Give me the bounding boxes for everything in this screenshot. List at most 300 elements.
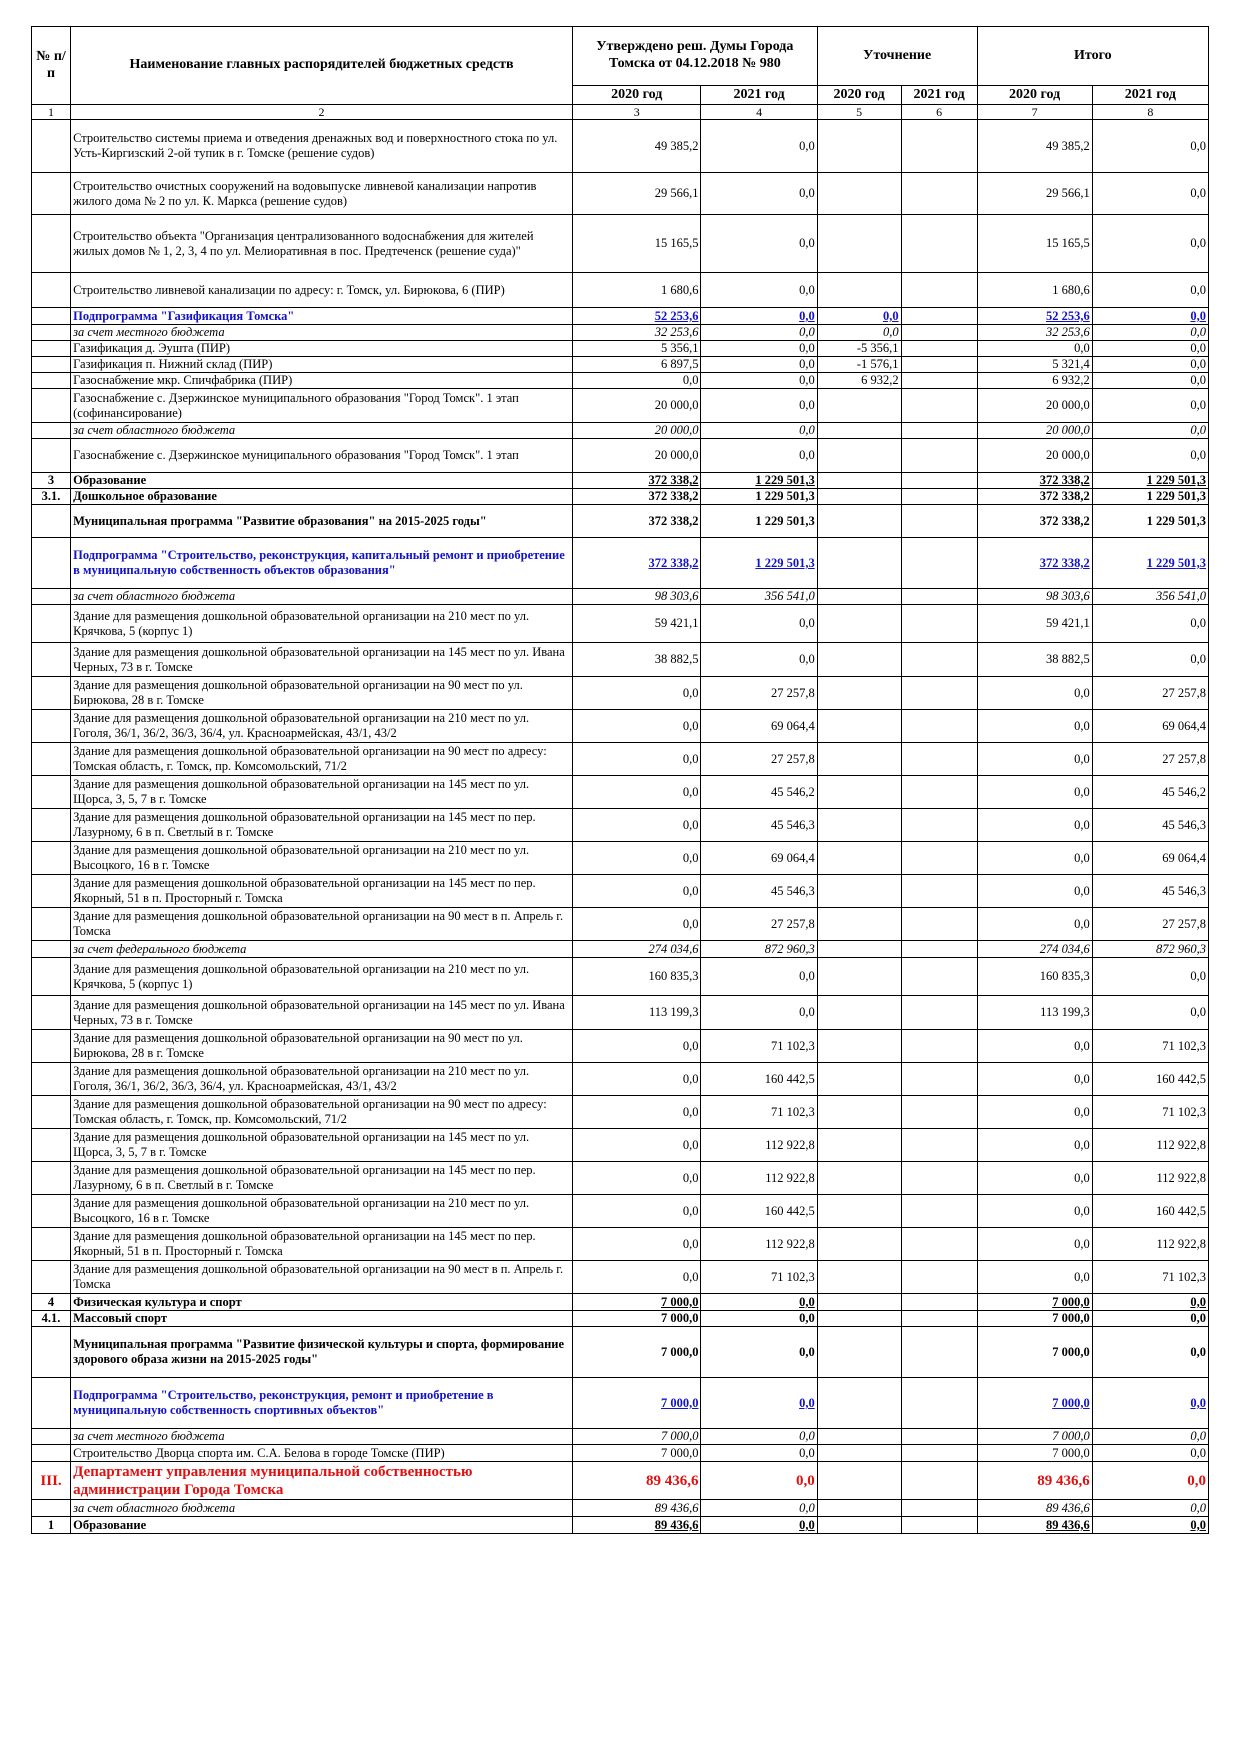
cell-t2020: 0,0 <box>977 776 1092 809</box>
row-name: Подпрограмма "Газификация Томска" <box>71 308 573 325</box>
cell-a2020: 0,0 <box>572 776 701 809</box>
table-row <box>32 1261 1209 1294</box>
cell-t2020: 5 321,4 <box>977 357 1092 373</box>
row-name: Массовый спорт <box>71 1311 573 1327</box>
cell-c2021 <box>901 373 977 389</box>
cell-a2021: 0,0 <box>701 1462 817 1500</box>
row-code <box>32 173 71 215</box>
row-name: за счет областного бюджета <box>71 1500 573 1517</box>
cell-c2021 <box>901 1063 977 1096</box>
cell-c2020 <box>817 605 901 643</box>
cell-a2021: 1 229 501,3 <box>701 489 817 505</box>
cell-t2021: 71 102,3 <box>1092 1030 1208 1063</box>
cell-a2020: 0,0 <box>572 875 701 908</box>
cell-c2021 <box>901 1129 977 1162</box>
cell-t2021: 27 257,8 <box>1092 743 1208 776</box>
cell-a2020: 89 436,6 <box>572 1517 701 1534</box>
col-number: 5 <box>817 105 901 120</box>
row-code: 3.1. <box>32 489 71 505</box>
cell-a2021: 45 546,3 <box>701 875 817 908</box>
col-header-year: 2021 год <box>901 86 977 105</box>
cell-a2021: 0,0 <box>701 389 817 423</box>
table-row <box>32 1294 1209 1311</box>
table-row <box>32 996 1209 1030</box>
cell-t2021: 112 922,8 <box>1092 1129 1208 1162</box>
row-name: Здание для размещения дошкольной образовательной организации на 145 мест по пер. Лазурному, 6 в п. Светлый в г. Томске <box>71 809 573 842</box>
cell-a2020: 0,0 <box>572 908 701 941</box>
cell-c2020 <box>817 173 901 215</box>
table-row <box>32 1445 1209 1462</box>
cell-c2020 <box>817 1311 901 1327</box>
cell-c2021 <box>901 1261 977 1294</box>
cell-c2020 <box>817 389 901 423</box>
cell-c2021 <box>901 215 977 273</box>
col-number: 2 <box>71 105 573 120</box>
cell-a2020: 7 000,0 <box>572 1327 701 1378</box>
cell-c2021 <box>901 1378 977 1429</box>
cell-c2021 <box>901 1462 977 1500</box>
cell-a2021: 71 102,3 <box>701 1030 817 1063</box>
cell-t2021: 0,0 <box>1092 1517 1208 1534</box>
cell-c2021 <box>901 1294 977 1311</box>
cell-a2021: 71 102,3 <box>701 1261 817 1294</box>
cell-c2020 <box>817 809 901 842</box>
cell-t2020: 0,0 <box>977 743 1092 776</box>
row-code <box>32 325 71 341</box>
table-row <box>32 1096 1209 1129</box>
cell-t2020: 0,0 <box>977 1195 1092 1228</box>
cell-t2021: 0,0 <box>1092 273 1208 308</box>
table-row <box>32 809 1209 842</box>
cell-a2021: 0,0 <box>701 1294 817 1311</box>
cell-c2021 <box>901 710 977 743</box>
cell-a2020: 0,0 <box>572 1261 701 1294</box>
row-code <box>32 423 71 439</box>
cell-t2021: 0,0 <box>1092 120 1208 173</box>
cell-t2021: 0,0 <box>1092 996 1208 1030</box>
cell-t2021: 0,0 <box>1092 173 1208 215</box>
cell-a2020: 15 165,5 <box>572 215 701 273</box>
cell-c2020: -5 356,1 <box>817 341 901 357</box>
cell-c2021 <box>901 643 977 677</box>
col-header-approved: Утверждено реш. Думы Города Томска от 04.12.2018 № 980 <box>572 27 817 86</box>
cell-t2020: 6 932,2 <box>977 373 1092 389</box>
cell-c2020 <box>817 120 901 173</box>
table-row <box>32 215 1209 273</box>
row-code: III. <box>32 1462 71 1500</box>
cell-a2021: 0,0 <box>701 1517 817 1534</box>
cell-a2021: 0,0 <box>701 423 817 439</box>
cell-t2021: 0,0 <box>1092 1500 1208 1517</box>
cell-t2020: 49 385,2 <box>977 120 1092 173</box>
cell-c2020: 0,0 <box>817 325 901 341</box>
row-code <box>32 1261 71 1294</box>
cell-a2020: 7 000,0 <box>572 1429 701 1445</box>
cell-t2020: 7 000,0 <box>977 1378 1092 1429</box>
cell-a2020: 0,0 <box>572 1096 701 1129</box>
cell-t2020: 7 000,0 <box>977 1429 1092 1445</box>
table-row <box>32 1378 1209 1429</box>
cell-a2021: 69 064,4 <box>701 710 817 743</box>
row-code <box>32 389 71 423</box>
table-row <box>32 473 1209 489</box>
cell-t2020: 0,0 <box>977 1030 1092 1063</box>
table-row <box>32 1517 1209 1534</box>
col-number: 6 <box>901 105 977 120</box>
col-header-num: № п/п <box>32 27 71 105</box>
row-name: Здание для размещения дошкольной образовательной организации на 90 мест по ул. Бирюкова, 28 в г. Томске <box>71 1030 573 1063</box>
cell-t2021: 0,0 <box>1092 389 1208 423</box>
cell-c2021 <box>901 325 977 341</box>
row-name: Здание для размещения дошкольной образовательной организации на 210 мест по ул. Крячкова, 5 (корпус 1) <box>71 958 573 996</box>
cell-a2020: 7 000,0 <box>572 1378 701 1429</box>
cell-c2020 <box>817 958 901 996</box>
table-row <box>32 1030 1209 1063</box>
cell-a2020: 89 436,6 <box>572 1500 701 1517</box>
row-code <box>32 1129 71 1162</box>
row-name: Газоснабжение с. Дзержинское муниципального образования "Город Томск". 1 этап (софинансирование) <box>71 389 573 423</box>
cell-t2021: 1 229 501,3 <box>1092 473 1208 489</box>
table-row <box>32 958 1209 996</box>
row-code: 4.1. <box>32 1311 71 1327</box>
row-code <box>32 1445 71 1462</box>
cell-a2021: 356 541,0 <box>701 589 817 605</box>
cell-c2021 <box>901 677 977 710</box>
cell-a2020: 32 253,6 <box>572 325 701 341</box>
cell-t2020: 274 034,6 <box>977 941 1092 958</box>
cell-c2020 <box>817 505 901 538</box>
cell-t2020: 0,0 <box>977 1063 1092 1096</box>
cell-c2021 <box>901 341 977 357</box>
cell-a2021: 1 229 501,3 <box>701 505 817 538</box>
cell-c2020 <box>817 743 901 776</box>
row-name: Строительство объекта "Организация централизованного водоснабжения для жителей жилых домов № 1, 2, 3, 4 по ул. Мелиоративная в пос. Предтеченск (решение суда)" <box>71 215 573 273</box>
table-row <box>32 1162 1209 1195</box>
cell-c2021 <box>901 809 977 842</box>
row-code <box>32 996 71 1030</box>
cell-c2021 <box>901 1327 977 1378</box>
cell-a2020: 20 000,0 <box>572 389 701 423</box>
cell-t2020: 0,0 <box>977 842 1092 875</box>
row-name: Муниципальная программа "Развитие физической культуры и спорта, формирование здорового образа жизни на 2015-2025 годы" <box>71 1327 573 1378</box>
cell-t2020: 7 000,0 <box>977 1327 1092 1378</box>
cell-c2020 <box>817 875 901 908</box>
table-row <box>32 710 1209 743</box>
budget-table <box>31 26 1209 1534</box>
table-row <box>32 1500 1209 1517</box>
cell-c2020 <box>817 677 901 710</box>
cell-c2020 <box>817 1445 901 1462</box>
cell-t2021: 0,0 <box>1092 1327 1208 1378</box>
cell-a2020: 372 338,2 <box>572 505 701 538</box>
cell-c2020 <box>817 1500 901 1517</box>
row-code <box>32 538 71 589</box>
cell-a2021: 0,0 <box>701 1500 817 1517</box>
cell-t2021: 27 257,8 <box>1092 677 1208 710</box>
cell-c2020 <box>817 538 901 589</box>
cell-a2020: 59 421,1 <box>572 605 701 643</box>
cell-t2020: 38 882,5 <box>977 643 1092 677</box>
table-row <box>32 423 1209 439</box>
row-code <box>32 373 71 389</box>
row-code <box>32 1063 71 1096</box>
cell-t2021: 0,0 <box>1092 643 1208 677</box>
row-code <box>32 1429 71 1445</box>
cell-a2021: 0,0 <box>701 1327 817 1378</box>
cell-t2020: 7 000,0 <box>977 1311 1092 1327</box>
col-header-year: 2021 год <box>701 86 817 105</box>
cell-t2020: 20 000,0 <box>977 439 1092 473</box>
cell-a2020: 0,0 <box>572 1030 701 1063</box>
cell-a2020: 0,0 <box>572 1129 701 1162</box>
cell-a2020: 0,0 <box>572 1195 701 1228</box>
cell-a2021: 872 960,3 <box>701 941 817 958</box>
cell-a2021: 0,0 <box>701 958 817 996</box>
cell-t2020: 7 000,0 <box>977 1294 1092 1311</box>
cell-a2021: 0,0 <box>701 1311 817 1327</box>
cell-t2021: 45 546,2 <box>1092 776 1208 809</box>
table-row <box>32 1195 1209 1228</box>
cell-t2020: 0,0 <box>977 1129 1092 1162</box>
table-row <box>32 538 1209 589</box>
row-name: за счет областного бюджета <box>71 423 573 439</box>
cell-t2021: 1 229 501,3 <box>1092 505 1208 538</box>
cell-a2020: 0,0 <box>572 842 701 875</box>
cell-c2020 <box>817 1063 901 1096</box>
cell-a2021: 27 257,8 <box>701 743 817 776</box>
cell-c2020 <box>817 1129 901 1162</box>
col-number: 1 <box>32 105 71 120</box>
cell-t2021: 0,0 <box>1092 1445 1208 1462</box>
cell-t2021: 0,0 <box>1092 1294 1208 1311</box>
cell-a2020: 49 385,2 <box>572 120 701 173</box>
cell-a2020: 7 000,0 <box>572 1445 701 1462</box>
cell-t2021: 45 546,3 <box>1092 809 1208 842</box>
row-code <box>32 743 71 776</box>
cell-a2021: 0,0 <box>701 643 817 677</box>
row-name: Строительство ливневой канализации по адресу: г. Томск, ул. Бирюкова, 6 (ПИР) <box>71 273 573 308</box>
cell-t2020: 372 338,2 <box>977 489 1092 505</box>
cell-c2020 <box>817 1162 901 1195</box>
cell-t2020: 0,0 <box>977 809 1092 842</box>
cell-t2021: 0,0 <box>1092 1462 1208 1500</box>
cell-t2020: 372 338,2 <box>977 473 1092 489</box>
row-name: за счет федерального бюджета <box>71 941 573 958</box>
table-row <box>32 173 1209 215</box>
row-name: за счет местного бюджета <box>71 325 573 341</box>
cell-a2021: 0,0 <box>701 373 817 389</box>
cell-c2021 <box>901 875 977 908</box>
row-code <box>32 1500 71 1517</box>
table-row <box>32 842 1209 875</box>
cell-c2021 <box>901 120 977 173</box>
cell-t2021: 0,0 <box>1092 1378 1208 1429</box>
cell-a2021: 0,0 <box>701 357 817 373</box>
cell-c2020 <box>817 643 901 677</box>
row-name: Строительство очистных сооружений на водовыпуске ливневой канализации напротив жилого дома № 2 по ул. К. Маркса (решение судов) <box>71 173 573 215</box>
col-header-year: 2020 год <box>817 86 901 105</box>
table-row <box>32 489 1209 505</box>
row-name: Здание для размещения дошкольной образовательной организации на 145 мест по ул. Ивана Черных, 73 в г. Томске <box>71 996 573 1030</box>
col-number: 7 <box>977 105 1092 120</box>
row-code <box>32 439 71 473</box>
cell-t2021: 1 229 501,3 <box>1092 489 1208 505</box>
row-code <box>32 941 71 958</box>
table-row <box>32 439 1209 473</box>
cell-c2021 <box>901 473 977 489</box>
cell-a2021: 0,0 <box>701 1378 817 1429</box>
cell-t2020: 0,0 <box>977 710 1092 743</box>
row-name: Газоснабжение с. Дзержинское муниципального образования "Город Томск". 1 этап <box>71 439 573 473</box>
cell-c2020 <box>817 589 901 605</box>
cell-c2021 <box>901 505 977 538</box>
cell-c2020 <box>817 1462 901 1500</box>
row-name: Образование <box>71 1517 573 1534</box>
cell-c2021 <box>901 1517 977 1534</box>
cell-c2020 <box>817 473 901 489</box>
row-name: Здание для размещения дошкольной образовательной организации на 90 мест по адресу: Томская область, г. Томск, пр. Комсомольский, 71/2 <box>71 1096 573 1129</box>
cell-a2021: 0,0 <box>701 1429 817 1445</box>
row-code: 1 <box>32 1517 71 1534</box>
row-name: Газоснабжение мкр. Спичфабрика (ПИР) <box>71 373 573 389</box>
table-row <box>32 373 1209 389</box>
cell-t2020: 20 000,0 <box>977 423 1092 439</box>
cell-a2020: 0,0 <box>572 1228 701 1261</box>
cell-a2021: 0,0 <box>701 173 817 215</box>
cell-t2021: 0,0 <box>1092 439 1208 473</box>
row-code <box>32 677 71 710</box>
row-code <box>32 605 71 643</box>
cell-t2020: 29 566,1 <box>977 173 1092 215</box>
cell-a2021: 45 546,3 <box>701 809 817 842</box>
cell-c2021 <box>901 423 977 439</box>
col-number: 4 <box>701 105 817 120</box>
cell-a2020: 0,0 <box>572 1063 701 1096</box>
cell-c2021 <box>901 1500 977 1517</box>
cell-t2020: 372 338,2 <box>977 505 1092 538</box>
cell-a2020: 0,0 <box>572 710 701 743</box>
cell-t2021: 0,0 <box>1092 308 1208 325</box>
cell-c2021 <box>901 439 977 473</box>
cell-t2020: 0,0 <box>977 1162 1092 1195</box>
cell-a2021: 27 257,8 <box>701 908 817 941</box>
cell-a2021: 45 546,2 <box>701 776 817 809</box>
col-header-year: 2020 год <box>977 86 1092 105</box>
row-name: Образование <box>71 473 573 489</box>
cell-t2021: 71 102,3 <box>1092 1096 1208 1129</box>
row-name: Подпрограмма "Строительство, реконструкция, капитальный ремонт и приобретение в муниципальную собственность объектов образования" <box>71 538 573 589</box>
cell-t2020: 0,0 <box>977 875 1092 908</box>
row-name: Здание для размещения дошкольной образовательной организации на 90 мест в п. Апрель г. Томска <box>71 1261 573 1294</box>
cell-c2021 <box>901 589 977 605</box>
cell-c2021 <box>901 1030 977 1063</box>
cell-a2021: 0,0 <box>701 273 817 308</box>
row-code <box>32 215 71 273</box>
cell-c2020 <box>817 1228 901 1261</box>
col-header-name: Наименование главных распорядителей бюджетных средств <box>71 27 573 105</box>
table-row <box>32 325 1209 341</box>
cell-c2021 <box>901 1162 977 1195</box>
row-name: Здание для размещения дошкольной образовательной организации на 210 мест по ул. Крячкова, 5 (корпус 1) <box>71 605 573 643</box>
row-code <box>32 1195 71 1228</box>
row-name: Здание для размещения дошкольной образовательной организации на 90 мест по ул. Бирюкова, 28 в г. Томске <box>71 677 573 710</box>
table-row <box>32 1462 1209 1500</box>
cell-a2021: 160 442,5 <box>701 1063 817 1096</box>
row-name: Здание для размещения дошкольной образовательной организации на 145 мест по пер. Якорный, 51 в п. Просторный г. Томска <box>71 875 573 908</box>
row-name: Подпрограмма "Строительство, реконструкция, ремонт и приобретение в муниципальную собственность спортивных объектов" <box>71 1378 573 1429</box>
cell-c2020 <box>817 1030 901 1063</box>
cell-t2020: 160 835,3 <box>977 958 1092 996</box>
cell-a2021: 0,0 <box>701 996 817 1030</box>
cell-t2020: 7 000,0 <box>977 1445 1092 1462</box>
cell-t2021: 0,0 <box>1092 341 1208 357</box>
cell-c2021 <box>901 776 977 809</box>
cell-c2021 <box>901 308 977 325</box>
row-code: 4 <box>32 1294 71 1311</box>
cell-t2021: 112 922,8 <box>1092 1228 1208 1261</box>
row-name: Здание для размещения дошкольной образовательной организации на 90 мест по адресу: Томская область, г. Томск, пр. Комсомольский, 71/2 <box>71 743 573 776</box>
row-name: Здание для размещения дошкольной образовательной организации на 210 мест по ул. Высоцкого, 16 в г. Томске <box>71 1195 573 1228</box>
row-name: Здание для размещения дошкольной образовательной организации на 145 мест по ул. Ивана Черных, 73 в г. Томске <box>71 643 573 677</box>
cell-a2021: 71 102,3 <box>701 1096 817 1129</box>
table-row <box>32 1129 1209 1162</box>
cell-a2021: 0,0 <box>701 120 817 173</box>
cell-t2021: 160 442,5 <box>1092 1063 1208 1096</box>
cell-t2021: 356 541,0 <box>1092 589 1208 605</box>
cell-t2021: 0,0 <box>1092 1311 1208 1327</box>
cell-t2021: 69 064,4 <box>1092 710 1208 743</box>
cell-t2020: 59 421,1 <box>977 605 1092 643</box>
row-name: за счет областного бюджета <box>71 589 573 605</box>
col-header-total: Итого <box>977 27 1208 86</box>
cell-a2021: 0,0 <box>701 605 817 643</box>
cell-t2021: 872 960,3 <box>1092 941 1208 958</box>
table-row <box>32 875 1209 908</box>
cell-a2020: 29 566,1 <box>572 173 701 215</box>
row-code: 3 <box>32 473 71 489</box>
cell-t2021: 112 922,8 <box>1092 1162 1208 1195</box>
cell-c2021 <box>901 173 977 215</box>
cell-c2020: -1 576,1 <box>817 357 901 373</box>
cell-t2020: 0,0 <box>977 341 1092 357</box>
cell-a2021: 0,0 <box>701 325 817 341</box>
cell-a2020: 0,0 <box>572 677 701 710</box>
cell-t2021: 0,0 <box>1092 1429 1208 1445</box>
row-name: Газификация п. Нижний склад (ПИР) <box>71 357 573 373</box>
row-name: Газификация д. Эушта (ПИР) <box>71 341 573 357</box>
cell-a2020: 7 000,0 <box>572 1294 701 1311</box>
table-row <box>32 643 1209 677</box>
cell-a2021: 0,0 <box>701 308 817 325</box>
cell-c2020 <box>817 489 901 505</box>
cell-a2020: 7 000,0 <box>572 1311 701 1327</box>
table-row <box>32 605 1209 643</box>
cell-t2021: 45 546,3 <box>1092 875 1208 908</box>
cell-t2021: 0,0 <box>1092 423 1208 439</box>
row-name: Здание для размещения дошкольной образовательной организации на 90 мест в п. Апрель г. Томска <box>71 908 573 941</box>
cell-t2020: 372 338,2 <box>977 538 1092 589</box>
cell-c2020 <box>817 1261 901 1294</box>
row-code <box>32 1327 71 1378</box>
row-name: Строительство системы приема и отведения дренажных вод и поверхностного стока по ул. Усть-Киргизский 2-ой тупик в г. Томске (решение судов) <box>71 120 573 173</box>
cell-t2020: 0,0 <box>977 677 1092 710</box>
cell-a2021: 160 442,5 <box>701 1195 817 1228</box>
col-header-clarification: Уточнение <box>817 27 977 86</box>
cell-c2020 <box>817 1327 901 1378</box>
row-code <box>32 505 71 538</box>
cell-c2020 <box>817 1429 901 1445</box>
row-code <box>32 1228 71 1261</box>
